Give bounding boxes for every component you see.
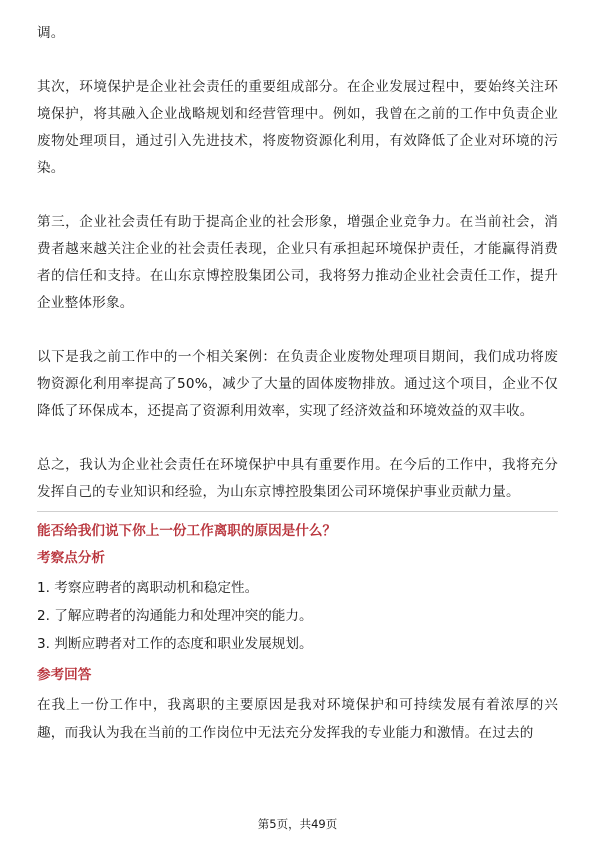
analysis-heading: 考察点分析	[37, 550, 105, 566]
analysis-list	[37, 574, 558, 658]
page-content	[37, 20, 558, 747]
list-item: 1. 考察应聘者的离职动机和稳定性。	[37, 580, 259, 596]
section-divider	[37, 511, 558, 512]
body-paragraph-3: 第三，企业社会责任有助于提高企业的社会形象，增强企业竞争力。在当前社会，消费者越来越关注企业的社会责任表现，企业只有承担起环境保护责任，才能赢得消费者的信任和支持。在山东京博控股集团公司，我将努力推动企业社会责任工作，提升企业整体形象。	[37, 214, 558, 311]
question-title: 能否给我们说下你上一份工作离职的原因是什么？	[37, 523, 337, 539]
body-paragraph-4: 以下是我之前工作中的一个相关案例：在负责企业废物处理项目期间，我们成功将废物资源化利用率提高了50%，减少了大量的固体废物排放。通过这个项目，企业不仅降低了环保成本，还提高了资源利用效率，实现了经济效益和环境效益的双丰收。	[37, 349, 558, 419]
list-item: 3. 判断应聘者对工作的态度和职业发展规划。	[37, 636, 313, 652]
body-paragraph-1: 调。	[37, 25, 65, 41]
page-footer: 第5页，共49页	[257, 817, 338, 831]
body-paragraph-5: 总之，我认为企业社会责任在环境保护中具有重要作用。在今后的工作中，我将充分发挥自己的专业知识和经验，为山东京博控股集团公司环境保护事业贡献力量。	[37, 457, 558, 500]
answer-heading: 参考回答	[37, 667, 92, 683]
list-item: 2. 了解应聘者的沟通能力和处理冲突的能力。	[37, 608, 313, 624]
body-paragraph-2: 其次，环境保护是企业社会责任的重要组成部分。在企业发展过程中，要始终关注环境保护，将其融入企业战略规划和经营管理中。例如，我曾在之前的工作中负责企业废物处理项目，通过引入先进技术，将废物资源化利用，有效降低了企业对环境的污染。	[37, 79, 558, 176]
answer-text: 在我上一份工作中，我离职的主要原因是我对环境保护和可持续发展有着浓厚的兴趣，而我认为我在当前的工作岗位中无法充分发挥我的专业能力和激情。在过去的	[37, 697, 558, 741]
